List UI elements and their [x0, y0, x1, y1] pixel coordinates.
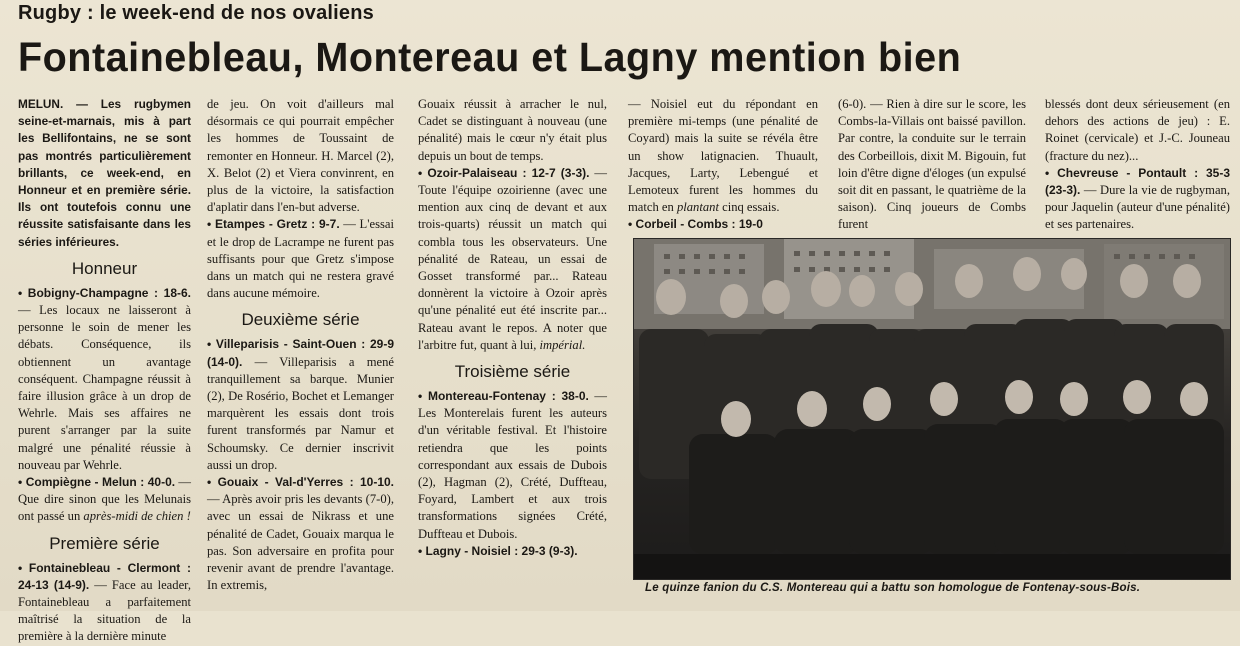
continued-paragraph: (6-0). — Rien à dire sur le score, les Combs-la-Villais ont baissé pavillon. Par contre, la conduite sur le terrain des Corbeillois, dixit M. Bigouin, fut loin d'être digne d'éloges (un expulsé soit dit en passant, le quatrième de la saison). Cinq joueurs de Combs furent: [838, 97, 1026, 232]
match-report: — Face au leader, Fontainebleau a parfaitement maîtrisé la situation de la première à la dernière minute: [18, 577, 191, 644]
match-result: • Etampes - Gretz : 9-7.: [207, 217, 340, 232]
match-result: • Gouaix - Val-d'Yerres : 10-10.: [207, 475, 394, 490]
result-paragraph: [1045, 165, 1230, 234]
team-photo: [633, 238, 1231, 580]
result-paragraph: [418, 543, 607, 560]
team-photo-image: [634, 239, 1230, 579]
match-result: • Chevreuse - Pontault : 35-3 (23-3).: [1045, 165, 1230, 198]
result-paragraph: [207, 216, 394, 302]
result-paragraph: [18, 560, 191, 646]
result-paragraph: [418, 388, 607, 543]
column-5: [838, 96, 1026, 234]
article-headline: Fontainebleau, Montereau et Lagny mention bien: [18, 34, 962, 80]
result-paragraph: [628, 216, 818, 233]
result-paragraph: [207, 474, 394, 594]
continued-paragraph: [628, 96, 818, 216]
match-report-italic: après-midi de chien !: [83, 509, 191, 524]
match-report-italic: plantant: [676, 200, 719, 215]
match-report: — Dure la vie de rugbyman, pour Jaquelin (auteur d'une pénalité) et ses partenaires.: [1045, 183, 1230, 232]
match-result: • Compiègne - Melun : 40-0.: [18, 475, 176, 490]
match-report: cinq essais.: [718, 200, 780, 215]
column-6: [1045, 96, 1230, 234]
continued-paragraph: Gouaix réussit à arracher le nul, Cadet se distinguant à nouveau (une pénalité) mais le cœur n'y était plus depuis un bout de temps.: [418, 97, 607, 163]
column-4: [628, 96, 818, 234]
section-heading-deuxieme: Deuxième série: [241, 310, 360, 330]
match-result: • Ozoir-Palaiseau : 12-7 (3-3).: [418, 165, 590, 180]
match-report: — Que dire sinon que les Melunais ont passé un: [18, 475, 191, 524]
column-3: [418, 96, 607, 560]
column-2: [207, 96, 394, 594]
article-kicker: Rugby : le week-end de nos ovaliens: [18, 2, 374, 24]
continued-paragraph: de jeu. On voit d'ailleurs mal désormais ce qui pourrait empêcher les hommes de Toussaint de remonter en Honneur. H. Marcel (2), X. Belot (2) et Viera convinrent, en plus de la victoire, la satisfaction d'aplatir dans l'en-but adverse.: [207, 97, 394, 215]
continued-paragraph: blessés dont deux sérieusement (en dehors des actions de jeu) : E. Roinet (cervicale) et J.-C. Jouneau (fracture du nez)...: [1045, 97, 1230, 163]
section-heading-troisieme: Troisième série: [454, 362, 571, 382]
match-result: • Bobigny-Champagne : 18-6.: [18, 285, 191, 300]
match-report: — Toute l'équipe ozoirienne (avec une mention aux cinq de devant et aux trois-quarts) réussit un match qui combla tous les observateurs. Une pénalité de Rateau, un essai de Gosset transformé par... Rateau donnèrent la victoire à Ozoir après qu'une pénalité eut été inscrite par... Rateau avant le repos. A noter que l'arbitre fut, quant à lui,: [418, 165, 607, 352]
match-report: — Noisiel eut du répondant en première mi-temps (une pénalité de Coyard) mais la suite se révéla être un show latignacien. Thuault, Jacques, Larty, Lebengué et Lemoteux furent les hommes du match en: [628, 97, 818, 215]
result-paragraph: [18, 285, 191, 474]
match-result: • Fontainebleau - Clermont : 24-13 (14-9).: [18, 560, 191, 592]
match-result: • Villeparisis - Saint-Ouen : 29-9 (14-0).: [207, 337, 394, 369]
match-report: — Les locaux ne laisseront à personne le soin de mener les débats. Conséquence, ils obtiennent un avantage conséquent. Champagne réussit à faire illusion grâce à un drop de Wehrle. Mais ses affaires ne purent s'arranger par la suite malgré une pénalité réussie à nouveau par Wehrle.: [18, 303, 191, 472]
match-result: • Lagny - Noisiel : 29-3 (9-3).: [418, 543, 578, 558]
match-report: — Les Monterelais furent les auteurs d'un véritable festival. Et l'histoire retiendra que les points correspondant aux essais de Dubois (2), Hagman (2), Crété, Duffteau, Foyard, Lambert et aux trois transformations signées Crété, Duffteau et Dubois.: [418, 389, 607, 541]
intro-paragraph: MELUN. — Les rugbymen seine-et-marnais, mis à part les Bellifontains, ne se sont pas montrés particulièrement brillants, ce week-end, en Honneur et en première série. Ils ont toutefois connu une réussite satisfaisante dans les séries inférieures.: [18, 97, 191, 249]
match-result: • Corbeil - Combs : 19-0: [628, 217, 763, 232]
match-report: — Après avoir pris les devants (7-0), avec un essai de Nikrass et une pénalité de Cadet, Gouaix marqua le pas. Son adversaire en profita pour revenir avant de prendre l'avantage. In extremis,: [207, 492, 394, 593]
photo-caption: Le quinze fanion du C.S. Montereau qui a battu son homologue de Fontenay-sous-Bois.: [645, 582, 1141, 594]
match-report-italic: impérial.: [539, 337, 586, 352]
column-1: [18, 96, 191, 646]
section-heading-honneur: Honneur: [71, 258, 138, 278]
result-paragraph: [418, 165, 607, 354]
match-report: — Villeparisis a mené tranquillement sa barque. Munier (2), De Rosério, Bochet et Lemanger marquèrent les essais dont trois furent transformés par Namur et Schoumsky. Ce dernier inscrivit aussi un drop.: [207, 354, 394, 472]
section-heading-premiere: Première série: [49, 533, 160, 553]
match-result: • Montereau-Fontenay : 38-0.: [418, 389, 589, 404]
match-report: — L'essai et le drop de Lacrampe ne furent pas suffisants pour que Gretz s'impose dans un match qui ne restera gravé dans aucune mémoire.: [207, 217, 394, 301]
result-paragraph: [207, 336, 394, 474]
result-paragraph: [18, 474, 191, 526]
